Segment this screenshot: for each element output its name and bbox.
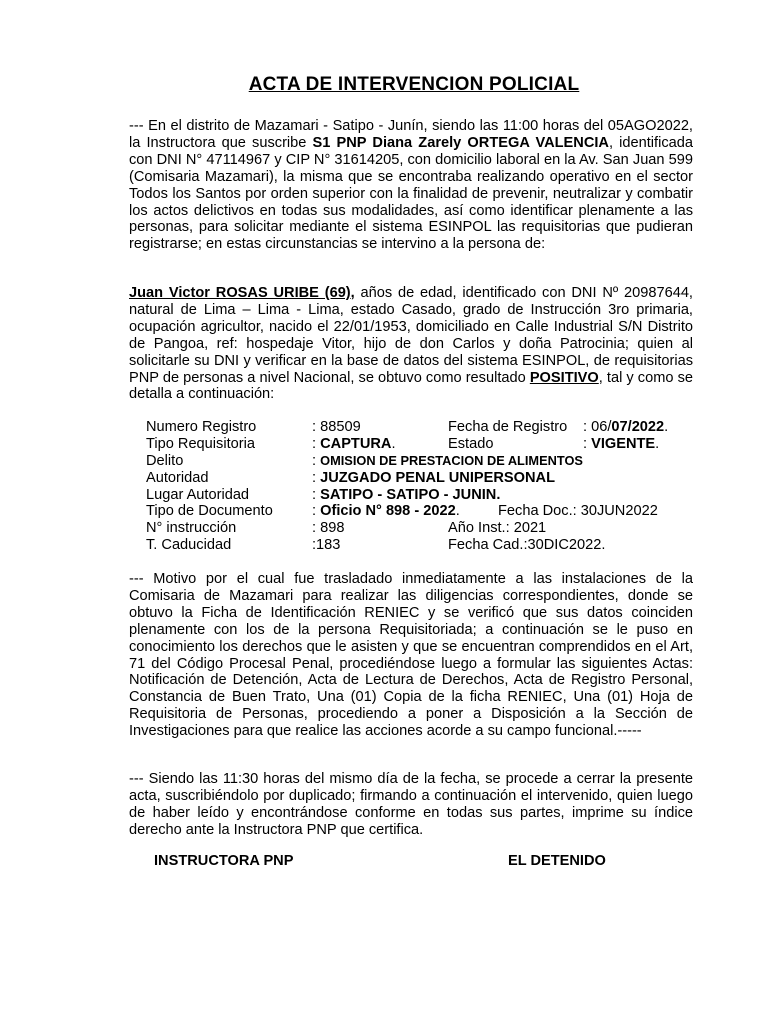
detail-sep: : <box>312 469 321 486</box>
detail-label-2: Fecha Cad.:30DIC2022. <box>448 537 606 554</box>
detail-label-2: Fecha de Registro <box>448 419 568 435</box>
requisition-details <box>146 419 706 554</box>
detail-label: Tipo Requisitoria <box>146 435 255 452</box>
detail-value-bold: SATIPO - SATIPO - JUNIN. <box>320 486 501 503</box>
detail-label: Lugar Autoridad <box>146 486 250 503</box>
detail-value: : 88509 <box>312 419 361 435</box>
intro-text-2: , identificada con DNI N° 47114967 y CIP N° 31614205, con domicilio laboral en la Av. San Juan 599 (Comisaria Mazamari), la misma que se encontraba realizando operativo en el sector Todos los Santos por orden superior con la finalidad de prevenir, neutralizar y combatir los actos delictivos en todas sus modalidades, así como identificar plenamente a las personas, para solicitar mediante el sistema ESINPOL las requisitorias que pudieran registrarse; en estas circunstancias se intervino a la persona de: <box>129 134 693 253</box>
detainee-text-1: años de edad, identificado con DNI Nº 20987644, natural de Lima – Lima - Lima, estado Casado, grado de Instrucción 3ro primaria, ocupación agricultor, nacido el 22/01/1953, domiciliado en Calle Industrial S/N Distrito de Pangoa, ref: hospedaje Vitor, hijo de don Carlos y doña Patrocinia; quien al solicitarle su DNI y verificar en la base de datos del sistema ESINPOL, de requisitorias PNP de personas a nivel Nacional, se obtuvo como resultado <box>129 285 693 386</box>
detail-row-instruccion <box>146 520 706 537</box>
detail-value: :183 <box>312 537 341 554</box>
detail-value-2-bold: VIGENTE <box>591 435 656 452</box>
detail-sep: : <box>312 452 321 469</box>
detail-label-2: Año Inst.: 2021 <box>448 520 547 537</box>
detail-value-bold: JUZGADO PENAL UNIPERSONAL <box>320 469 555 486</box>
detail-value <box>312 470 555 487</box>
intro-paragraph <box>129 118 693 253</box>
detail-value-2-post: . <box>664 419 669 435</box>
detail-value: : 898 <box>312 520 345 537</box>
signature-instructor: INSTRUCTORA PNP <box>154 853 294 869</box>
detail-label: T. Caducidad <box>146 537 232 554</box>
detail-label: Numero Registro <box>146 419 257 435</box>
closing-paragraph: --- Siendo las 11:30 horas del mismo día de la fecha, se procede a cerrar la presente acta, suscribiéndolo por duplicado; firmando a continuación el intervenido, quien luego de haber leído y encontrándose conforme en todas sus partes, imprime su índice derecho ante la Instructora PNP que certifica. <box>129 771 693 838</box>
detail-value-bold: OMISION DE PRESTACION DE ALIMENTOS <box>320 452 583 468</box>
detail-label: N° instrucción <box>146 520 237 537</box>
detail-label: Tipo de Documento <box>146 503 273 520</box>
detail-value-2-bold: 07/2022 <box>611 419 665 435</box>
document-title: ACTA DE INTERVENCION POLICIAL <box>248 74 580 95</box>
detainee-paragraph <box>129 285 693 403</box>
detail-row-tipo-documento <box>146 503 706 520</box>
detail-sep: : <box>312 435 321 452</box>
instructor-name: S1 PNP Diana Zarely ORTEGA VALENCIA <box>312 134 609 151</box>
detail-row-lugar-autoridad <box>146 487 706 504</box>
result-positive <box>530 370 599 386</box>
result-positive-text: POSITIVO <box>529 369 599 386</box>
detail-label-2: Estado <box>448 435 494 452</box>
detainee-name-comma: , <box>350 285 355 301</box>
detail-row-autoridad <box>146 470 706 487</box>
detail-sep-2: : <box>583 435 592 452</box>
detail-post: . <box>391 435 396 452</box>
detail-sep: : <box>312 503 321 520</box>
detail-post: . <box>455 503 460 520</box>
detail-post-2: . <box>655 435 660 452</box>
detail-value-2-pre: : 06/ <box>583 419 612 435</box>
detail-value <box>312 487 500 504</box>
detail-row-delito <box>146 453 706 470</box>
detail-row-numero-registro <box>146 419 706 436</box>
detail-row-tipo-requisitoria <box>146 436 706 453</box>
detail-sep: : <box>312 486 321 503</box>
detainee-name <box>129 285 355 301</box>
intro-text-1: --- En el distrito de Mazamari - Satipo - Junín, siendo las 11:00 horas del 05AGO2022, la Instructora que suscribe <box>129 118 693 151</box>
detail-value-bold: Oficio N° 898 - 2022 <box>320 503 456 520</box>
transfer-paragraph: --- Motivo por el cual fue trasladado inmediatamente a las instalaciones de la Comisaria de Mazamari para realizar las diligencias correspondientes, donde se obtuvo la Ficha de Identificación RENIEC y se verificó que sus datos coinciden plenamente con los de la persona Requisitoriada; a continuación se le puso en conocimiento los derechos que le asisten y que se encuentran comprendidos en el Art, 71 del Código Procesal Penal, procediéndose luego a formular las siguientes Actas: Notificación de Detención, Acta de Lectura de Derechos, Acta de Registro Personal, Constancia de Buen Trato, Una (01) Copia de la ficha RENIEC, Una (01) Hoja de Requisitoria de Personas, procediendo a poner a Disposición a la Sección de Investigaciones para que realice las acciones acorde a su campo funcional.----- <box>129 571 693 740</box>
detail-value <box>312 436 396 453</box>
detail-label: Delito <box>146 452 184 469</box>
detail-value-bold: CAPTURA <box>320 435 392 452</box>
detail-value <box>312 453 583 470</box>
detail-value-2 <box>583 419 668 436</box>
detainee-text-2: , tal y como se detalla a continuación: <box>129 369 693 403</box>
detail-value-2 <box>583 436 659 453</box>
detail-label-2: Fecha Doc.: 30JUN2022 <box>498 503 658 520</box>
detainee-name-underlined: Juan Victor ROSAS URIBE (69) <box>129 285 351 301</box>
detail-row-caducidad <box>146 537 706 554</box>
signature-detainee: EL DETENIDO <box>508 853 606 869</box>
detail-value <box>312 503 460 520</box>
detail-label: Autoridad <box>146 469 209 486</box>
